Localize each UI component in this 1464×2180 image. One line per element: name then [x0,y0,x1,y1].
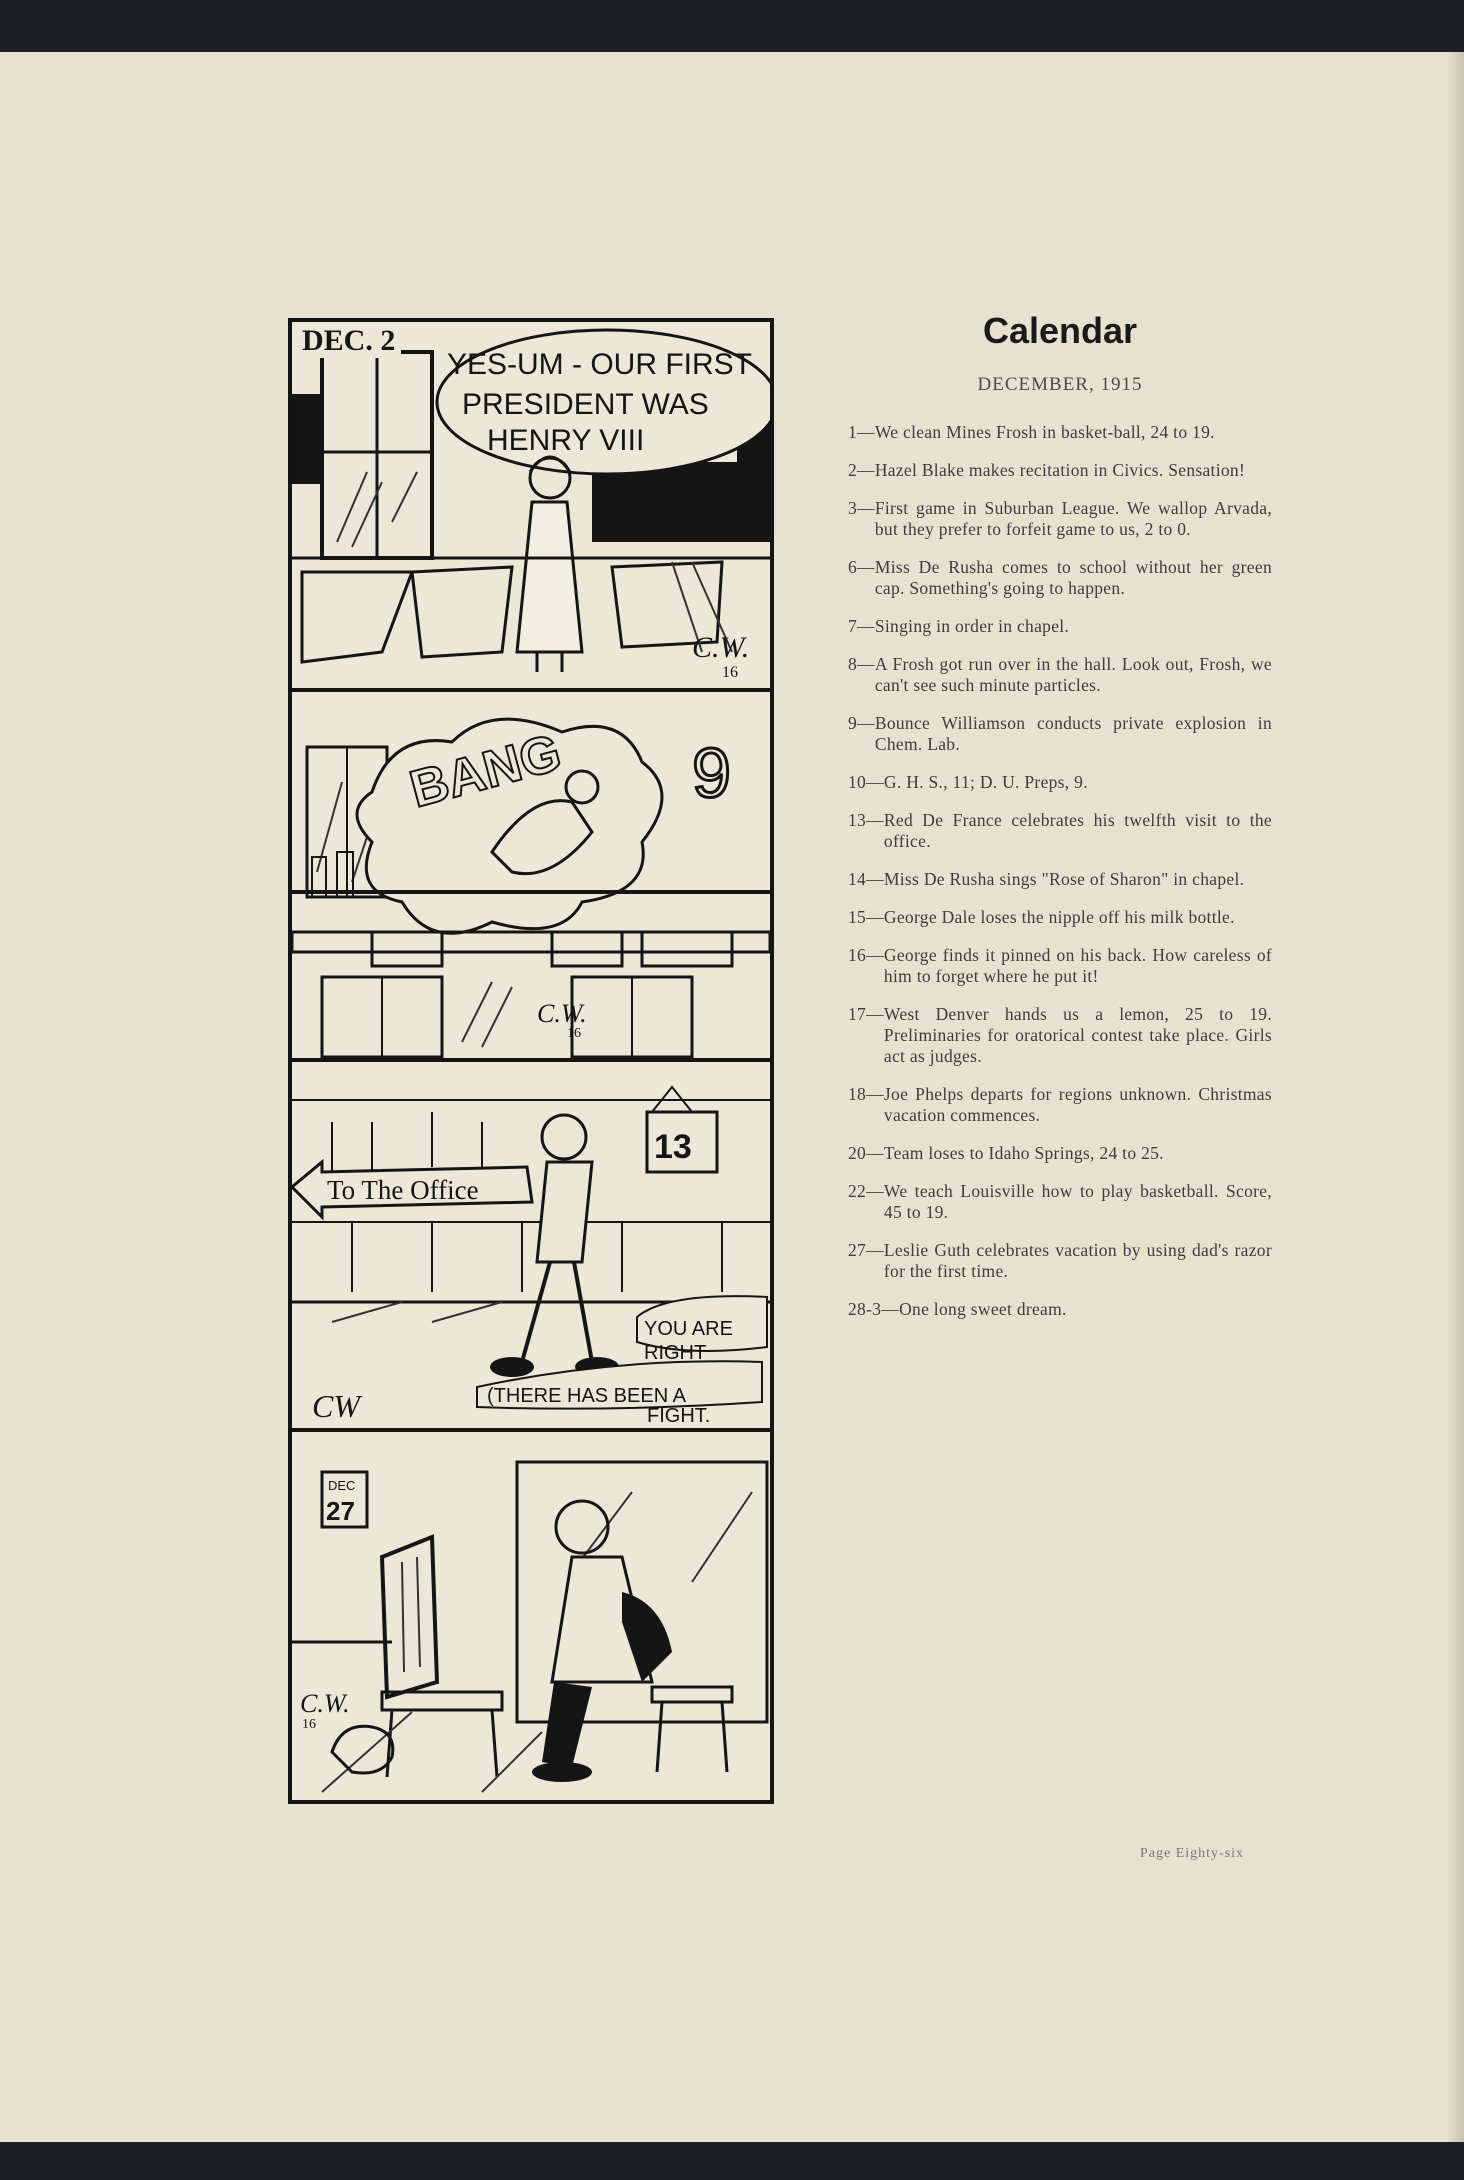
comic-panel-3 [292,1062,770,1432]
comic-panel-2 [292,692,770,1062]
caption-line-3: (THERE HAS BEEN A [487,1385,686,1407]
entry-date: 20— [848,1143,884,1163]
comic-panel-4 [292,1432,770,1802]
entry-date: 9— [848,713,875,733]
calendar-entry [848,810,1272,852]
calendar-entry [848,460,1272,481]
entry-date: 8— [848,654,875,674]
bang-text: BANG [404,723,568,820]
page-number: Page Eighty-six [1140,1846,1245,1861]
calendar-entry [848,422,1272,443]
calendar-entry [848,498,1272,540]
calendar-entry [848,1143,1272,1164]
calendar-entry [848,654,1272,696]
calendar-entry [848,616,1272,637]
entry-date: 2— [848,460,875,480]
entry-text: West Denver hands us a lemon, 25 to 19. Preliminaries for oratorical contest take place. Girls act as judges. [883,1004,1272,1066]
entry-date: 18— [848,1084,884,1104]
panel-3-calendar-number: 13 [654,1128,692,1166]
entry-text: A Frosh got run over in the hall. Look out, Frosh, we can't see such minute particles. [874,654,1272,695]
panel-1-initials: C.W. [692,631,750,664]
caption-line-2: RIGHT [644,1342,707,1364]
caption-line-1: YOU ARE [644,1318,733,1340]
entry-text: We clean Mines Frosh in basket-ball, 24 to 19. [874,422,1215,442]
entry-text: Miss De Rusha sings "Rose of Sharon" in chapel. [883,869,1245,889]
classroom-illustration [292,322,770,688]
entry-date: 14— [848,869,884,889]
calendar-section [848,310,1272,1337]
panel-1-date: DEC. 2 [296,324,401,358]
page-edge-shadow [1446,52,1464,2142]
entry-date: 15— [848,907,884,927]
entry-text: G. H. S., 11; D. U. Preps, 9. [883,772,1088,792]
entry-date: 10— [848,772,884,792]
panel-2-initials: C.W. [537,999,587,1028]
calendar-entry [848,557,1272,599]
panel-2-year: 16 [567,1026,581,1041]
entry-date: 27— [848,1240,884,1260]
panel-4-year: 16 [302,1717,316,1732]
hallway-illustration [292,1062,770,1428]
calendar-entry [848,1004,1272,1067]
calendar-entry [848,1084,1272,1126]
panel-1-year: 16 [722,664,738,681]
entry-text: George finds it pinned on his back. How careless of him to forget where he put it! [883,945,1272,986]
panel-4-initials: C.W. [300,1689,350,1718]
entry-text: Joe Phelps departs for regions unknown. Christmas vacation commences. [883,1084,1272,1125]
entry-text: George Dale loses the nipple off his milk bottle. [883,907,1235,927]
entry-text: Team loses to Idaho Springs, 24 to 25. [883,1143,1164,1163]
entry-text: Miss De Rusha comes to school without her green cap. Something's going to happen. [874,557,1272,598]
panel-4-calendar-day: 27 [326,1496,355,1526]
calendar-entry [848,869,1272,890]
entry-text: We teach Louisville how to play basketball. Score, 45 to 19. [883,1181,1272,1222]
panel-3-initials: CW [312,1388,360,1424]
entry-date: 17— [848,1004,884,1024]
office-sign-text: To The Office [327,1175,479,1205]
calendar-title: Calendar [982,310,1138,351]
shaving-illustration [292,1432,770,1800]
entry-date: 1— [848,422,875,442]
speech-line-2: PRESIDENT WAS [462,388,709,421]
calendar-entry [848,907,1272,928]
panel-2-number: 9 [692,734,731,812]
speech-line-3: HENRY VIII [487,424,645,457]
comic-strip [288,318,774,1804]
comic-panel-1 [292,322,770,692]
entry-date: 28-3— [848,1299,900,1319]
entry-text: Hazel Blake makes recitation in Civics. Sensation! [874,460,1246,480]
entry-date: 13— [848,810,884,830]
calendar-entry [848,945,1272,987]
calendar-month: DECEMBER, 1915 [977,374,1143,395]
calendar-entry [848,772,1272,793]
caption-line-4: FIGHT. [647,1405,711,1427]
calendar-entries [848,422,1272,1320]
entry-text: Bounce Williamson conducts private explosion in Chem. Lab. [874,713,1272,754]
chem-lab-illustration [292,692,770,1058]
entry-text: Singing in order in chapel. [874,616,1070,636]
calendar-entry [848,1299,1272,1320]
entry-date: 7— [848,616,875,636]
entry-text: One long sweet dream. [899,1299,1067,1319]
calendar-entry [848,713,1272,755]
entry-text: Red De France celebrates his twelfth visit to the office. [883,810,1272,851]
entry-text: First game in Suburban League. We wallop Arvada, but they prefer to forfeit game to us, 2 to 0. [874,498,1272,539]
entry-text: Leslie Guth celebrates vacation by using dad's razor for the first time. [883,1240,1272,1281]
entry-date: 16— [848,945,884,965]
entry-date: 3— [848,498,875,518]
entry-date: 22— [848,1181,884,1201]
panel-4-calendar-month: DEC [328,1478,356,1493]
entry-date: 6— [848,557,875,577]
speech-line-1: YES-UM - OUR FIRST [447,348,752,381]
calendar-entry [848,1181,1272,1223]
calendar-entry [848,1240,1272,1282]
